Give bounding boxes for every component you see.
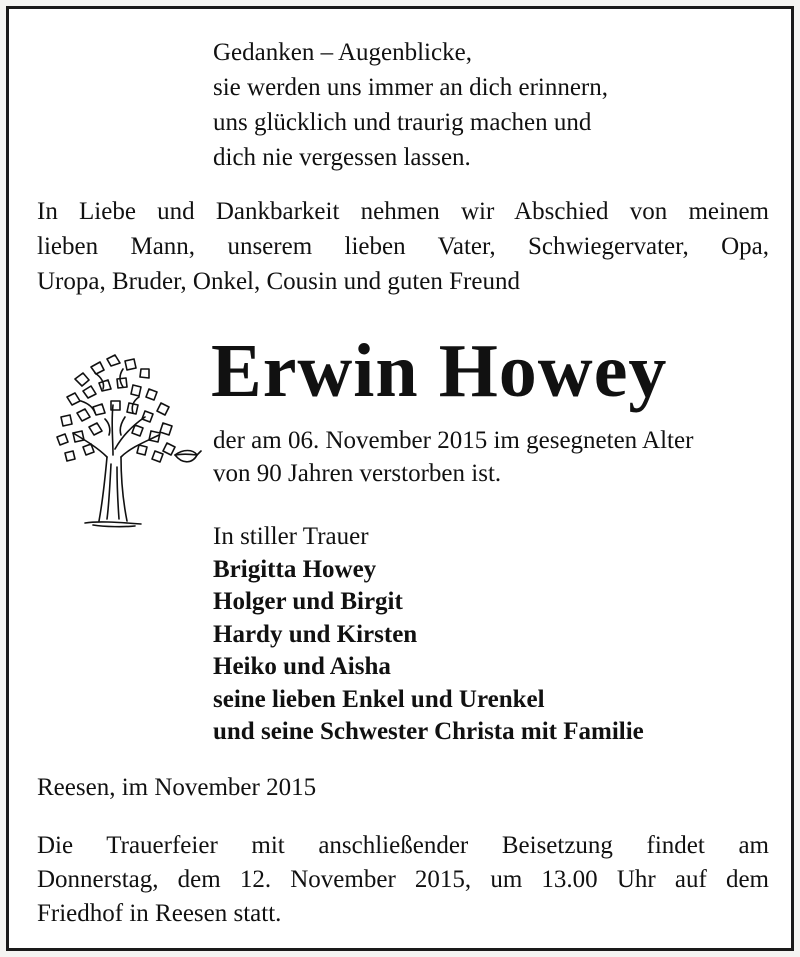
intro-text [37,194,769,299]
tree-icon [35,339,205,535]
poem-line: uns glücklich und traurig machen und [213,109,592,136]
death-line: der am 06. November 2015 im gesegneten Alter [213,427,694,454]
death-notice [213,424,693,490]
mourner-name: und seine Schwester Christa mit Familie [213,718,644,745]
poem-line: Gedanken – Augenblicke, [213,39,472,66]
intro-line: In Liebe und Dankbarkeit nehmen wir Abschied von meinem [37,198,769,225]
funeral-line: Donnerstag, dem 12. November 2015, um 13.00 Uhr auf dem [37,866,769,893]
mourner-name: Holger und Birgit [213,588,403,615]
mourner-name: Hardy und Kirsten [213,620,418,648]
mourners-heading: In stiller Trauer [213,523,369,550]
intro-line: Uropa, Bruder, Onkel, Cousin und guten Freund [37,268,520,295]
intro-line: lieben Mann, unserem lieben Vater, Schwiegervater, Opa, [37,233,769,260]
mourners-list [213,521,644,749]
poem [213,35,608,175]
mourner-name: Brigitta Howey [213,555,377,583]
poem-line: sie werden uns immer an dich erinnern, [213,74,609,101]
obituary-notice [6,6,794,951]
poem-line: dich nie vergessen lassen. [213,144,471,171]
deceased-name: Erwin Howey [211,329,668,413]
death-line: von 90 Jahren verstorben ist. [213,460,502,487]
falling-leaf-icon [175,451,201,462]
mourner-name: Heiko und Aisha [213,653,391,680]
place-date: Reesen, im November 2015 [37,774,317,801]
funeral-line: Friedhof in Reesen statt. [37,900,282,927]
funeral-line: Die Trauerfeier mit anschließender Beisetzung findet am [37,832,769,859]
funeral-details [37,829,769,931]
mourner-name: seine lieben Enkel und Urenkel [213,685,545,713]
